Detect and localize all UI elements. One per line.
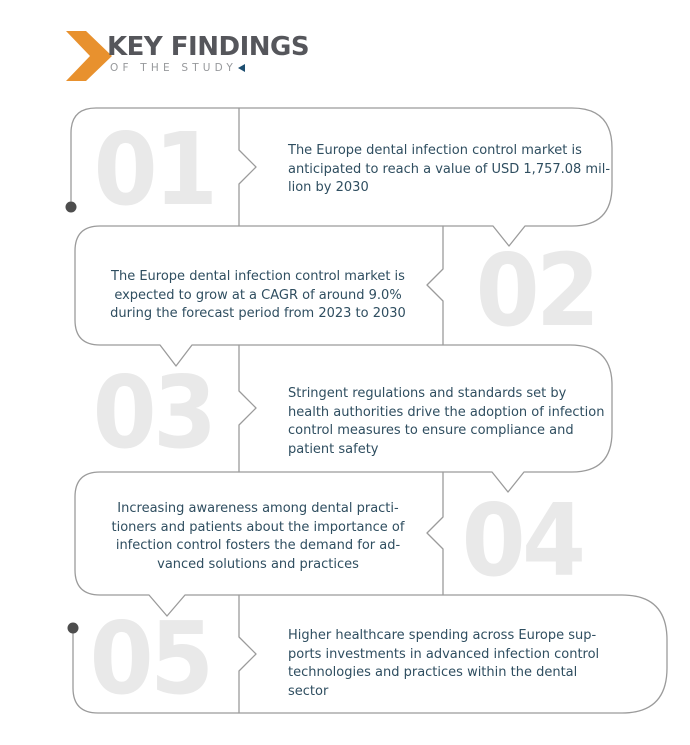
finding-text-line: health authorities drive the adoption of infection [288,404,605,420]
divider-chevron-5 [239,595,256,713]
finding-text-4 [80,500,436,574]
finding-number-2: 02 [475,232,597,349]
finding-text-line: The Europe dental infection control market is [111,269,405,284]
page-subtitle: OF THE STUDY [110,62,238,74]
finding-number-1: 01 [93,111,215,228]
finding-text-line: during the forecast period from 2023 to 2030 [110,306,406,321]
divider-chevron-3 [239,345,256,472]
finding-text-2 [80,268,436,324]
finding-text-line: lion by 2030 [288,180,369,195]
finding-text-line: tioners and patients about the importance of [111,519,405,535]
divider-chevron-1 [239,108,256,226]
finding-text-1 [288,142,610,198]
finding-text-line: ports investments in advanced infection control [288,646,600,662]
finding-text-line: vanced solutions and practices [157,556,359,572]
finding-text-line: infection control fosters the demand for ad- [115,538,401,553]
connector-dot-top [66,202,77,213]
finding-number-5: 05 [89,600,211,717]
finding-text-3 [288,385,604,459]
finding-text-line: Higher healthcare spending across Europe sup- [288,628,597,643]
finding-text-line: patient safety [288,441,379,457]
finding-text-line: anticipated to reach a value of USD 1,757.08 mil- [288,161,611,177]
finding-number-3: 03 [92,354,214,471]
finding-text-line: The Europe dental infection control market is [288,143,582,158]
finding-text-line: expected to grow at a CAGR of around 9.0% [114,287,402,303]
finding-text-line: Stringent regulations and standards set by [288,386,567,401]
finding-number-4: 04 [461,482,583,599]
finding-text-line: Increasing awareness among dental practi- [117,501,399,516]
finding-text-5 [288,627,599,701]
finding-text-line: technologies and practices within the dental [288,665,578,680]
page-title: KEY FINDINGS [107,32,310,62]
finding-text-line: sector [288,683,329,699]
connector-dot-bottom [68,623,79,634]
finding-text-line: control measures to ensure compliance and [288,423,574,438]
